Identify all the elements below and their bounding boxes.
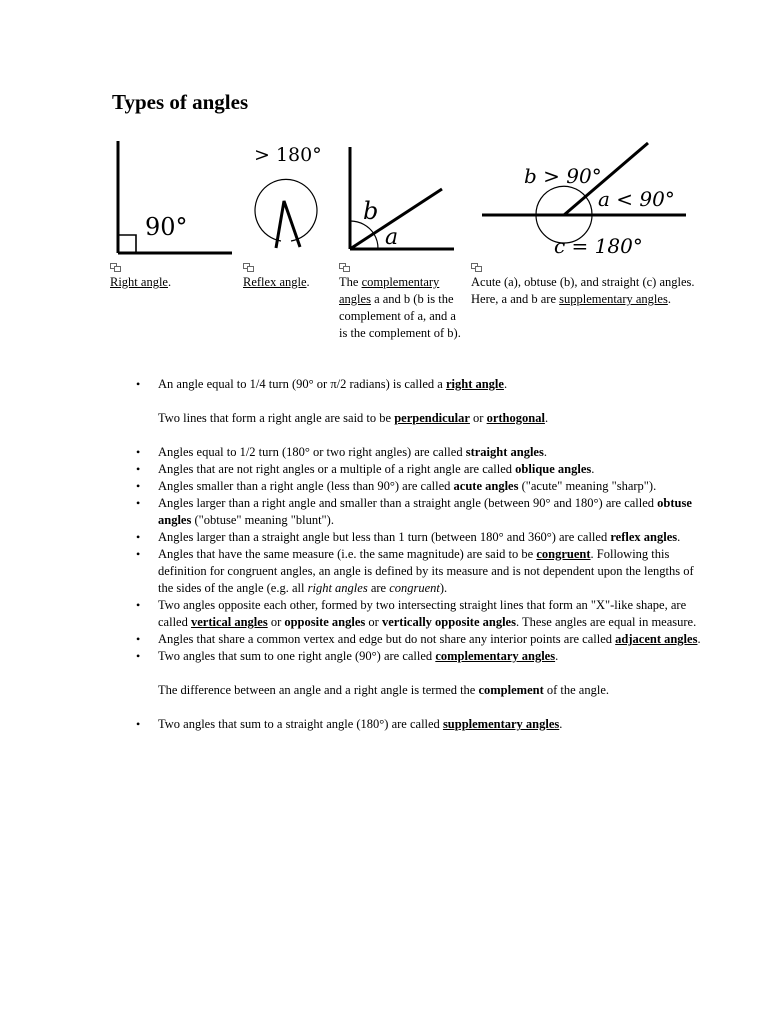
list-item: • Angles equal to 1/2 turn (180° or two right angles) are called straight angles. — [158, 444, 703, 461]
perpendicular-link[interactable]: perpendicular — [394, 411, 470, 425]
right-angle-figure — [112, 135, 234, 257]
list-item: • Angles that have the same measure (i.e. the same magnitude) are said to be congruent. Following this definition for congruent angles, an angle is defined by its measure and is not dependent upon the lengths of the sides of the angle (e.g. all right angles are congruent). — [158, 546, 703, 597]
angle-c-straight-label: c = 180° — [554, 234, 643, 258]
orthogonal-link[interactable]: orthogonal — [486, 411, 545, 425]
right-angle-label: 90° — [145, 213, 188, 241]
list-item: • An angle equal to 1/4 turn (90° or π/2 radians) is called a right angle. — [158, 376, 703, 393]
adjacent-angles-link[interactable]: adjacent angles — [615, 632, 698, 646]
enlarge-icon[interactable] — [471, 262, 483, 274]
reflex-angle-figure — [240, 135, 330, 257]
vertically-opposite-angles-term: vertically opposite angles — [381, 615, 516, 629]
enlarge-icon[interactable] — [110, 262, 122, 274]
list-item: • Angles that share a common vertex and edge but do not share any interior points are called adjacent angles. — [158, 631, 703, 648]
acute-angles-term: acute angles — [453, 479, 519, 493]
reflex-angle-label: > 180° — [254, 144, 322, 166]
obtuse-angles-term: obtuse angles — [158, 496, 692, 527]
caption-right-angle: Right angle. — [110, 262, 230, 291]
caption-reflex-angle: Reflex angle. — [243, 262, 338, 291]
enlarge-icon[interactable] — [339, 262, 351, 274]
complementary-angles-link[interactable]: complementary angles — [339, 275, 440, 306]
list-item: • Angles that are not right angles or a multiple of a right angle are called oblique angles. — [158, 461, 703, 478]
angle-b-obtuse-label: b > 90° — [524, 164, 602, 188]
angle-definitions-list — [112, 376, 703, 733]
list-item: • Angles smaller than a right angle (less than 90°) are called acute angles ("acute" meaning "sharp"). — [158, 478, 703, 495]
supplementary-angles-link[interactable]: supplementary angles — [559, 292, 668, 306]
supplementary-angles-figure — [478, 135, 690, 263]
list-item: • Two angles opposite each other, formed by two intersecting straight lines that form an "X"-like shape, are called vertical angles or opposite angles or vertically opposite angles. These angles are equal in measure. — [158, 597, 703, 631]
reflex-angles-term: reflex angles — [610, 530, 678, 544]
angle-a-label: a — [385, 225, 399, 250]
list-paragraph: Two lines that form a right angle are said to be perpendicular or orthogonal. — [158, 411, 549, 425]
list-item: • Two angles that sum to a straight angle (180°) are called supplementary angles. — [158, 716, 703, 733]
opposite-angles-term: opposite angles — [284, 615, 366, 629]
list-item: • Angles larger than a right angle and smaller than a straight angle (between 90° and 180°) are called obtuse angles ("obtuse" meaning "blunt"). — [158, 495, 703, 529]
list-item: • Angles larger than a straight angle but less than 1 turn (between 180° and 360°) are called reflex angles. — [158, 529, 703, 546]
supplementary-angles-term-link[interactable]: supplementary angles — [442, 717, 560, 731]
vertical-angles-link[interactable]: vertical angles — [190, 615, 268, 629]
right-angle-term-link[interactable]: right angle — [445, 377, 504, 391]
complementary-angles-term-link[interactable]: complementary angles — [435, 649, 556, 663]
straight-angles-term: straight angles — [465, 445, 544, 459]
angle-a-acute-label: a < 90° — [598, 187, 675, 211]
caption-supplementary-angles: Acute (a), obtuse (b), and straight (c) angles. Here, a and b are supplementary angles. — [471, 262, 701, 308]
list-item: • Two angles that sum to one right angle (90°) are called complementary angles. — [158, 648, 703, 665]
page-title: Types of angles — [112, 90, 249, 114]
enlarge-icon[interactable] — [243, 262, 255, 274]
reflex-angle-link[interactable]: Reflex angle — [243, 275, 307, 289]
right-angle-link[interactable]: Right angle — [110, 275, 168, 289]
oblique-angles-term: oblique angles — [515, 462, 592, 476]
congruent-link[interactable]: congruent — [536, 547, 591, 561]
caption-complementary-angles: The complementary angles a and b (b is the complement of a, and a is the complement of b). — [339, 262, 467, 342]
angle-b-label: b — [363, 197, 379, 225]
complementary-angles-figure — [340, 135, 460, 257]
complement-term: complement — [478, 683, 544, 697]
list-paragraph: The difference between an angle and a right angle is termed the complement of the angle. — [158, 683, 609, 697]
